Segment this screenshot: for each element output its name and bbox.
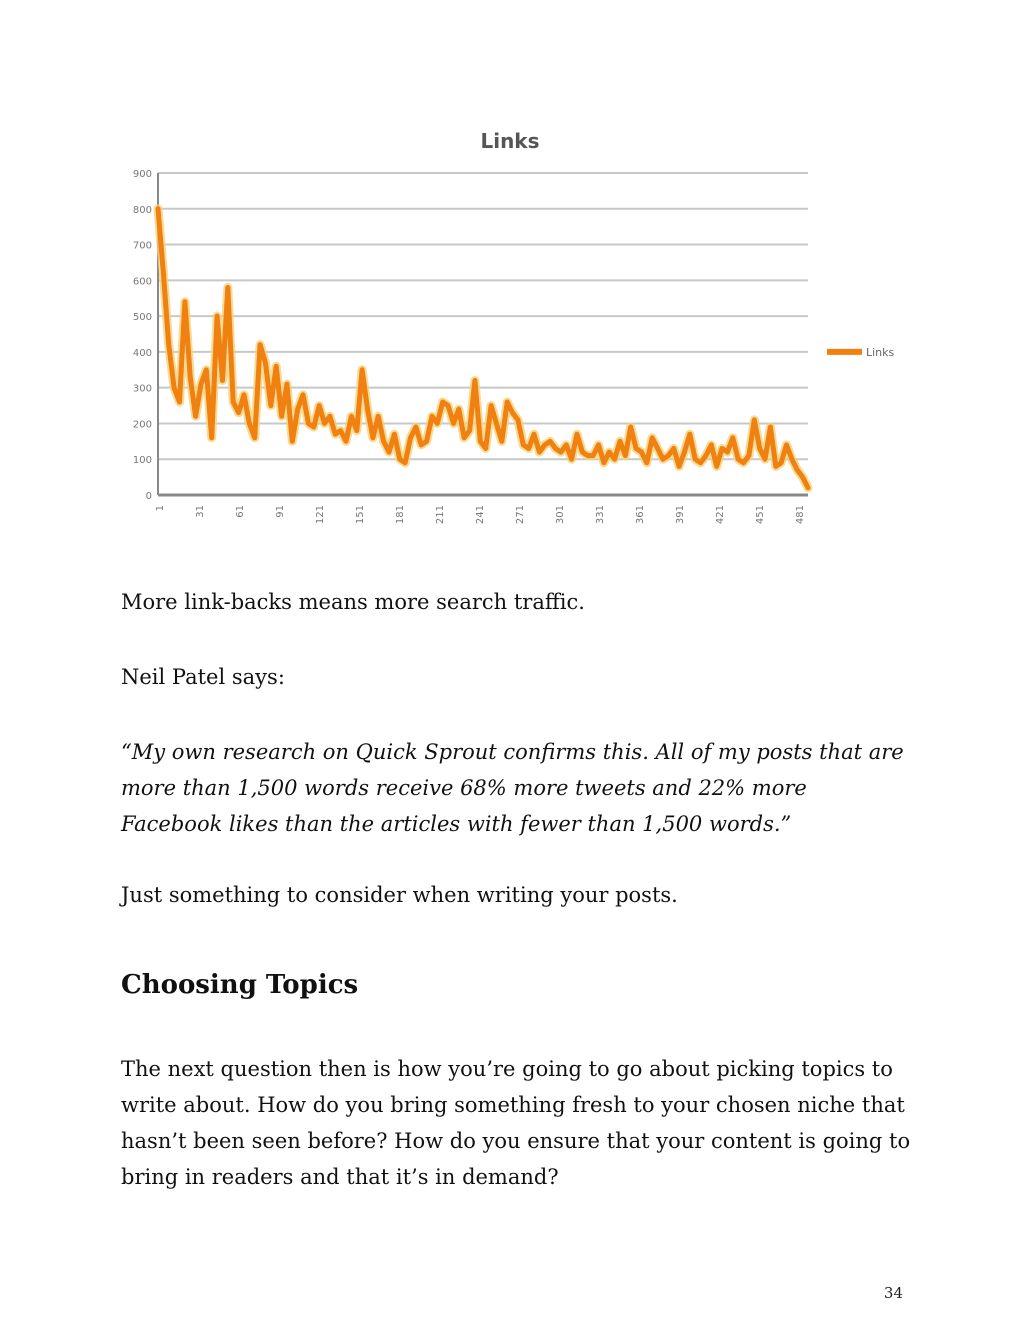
links-chart bbox=[120, 118, 920, 538]
y-tick-label: 900 bbox=[132, 169, 152, 180]
x-tick-label: 121 bbox=[315, 505, 326, 525]
x-tick-label: 211 bbox=[435, 505, 446, 525]
quote-block: “My own research on Quick Sprout confirms this. All of my posts that are more than 1,500 words receive 68% more tweets and 22% more Facebook likes than the articles with fewer than 1,500 words.” bbox=[121, 740, 904, 836]
section-heading: Choosing Topics bbox=[121, 970, 359, 1000]
x-tick-label: 91 bbox=[275, 505, 286, 518]
x-tick-label: 271 bbox=[515, 505, 526, 525]
y-tick-label: 700 bbox=[132, 240, 152, 252]
x-tick-label: 241 bbox=[475, 505, 486, 525]
x-tick-label: 1 bbox=[155, 505, 166, 512]
y-tick-label: 400 bbox=[132, 347, 152, 359]
x-tick-label: 451 bbox=[755, 505, 766, 525]
chart-title: Links bbox=[480, 129, 540, 153]
x-tick-label: 481 bbox=[795, 505, 806, 525]
x-tick-label: 181 bbox=[395, 505, 406, 525]
y-tick-label: 800 bbox=[132, 204, 152, 216]
x-tick-label: 301 bbox=[555, 505, 566, 525]
y-tick-label: 600 bbox=[132, 276, 152, 288]
x-tick-label: 391 bbox=[675, 505, 686, 525]
x-tick-label: 151 bbox=[355, 505, 366, 525]
y-tick-label: 100 bbox=[132, 455, 152, 467]
paragraph-neil-says: Neil Patel says: bbox=[121, 665, 285, 689]
x-tick-label: 331 bbox=[595, 505, 606, 525]
paragraph-consider: Just something to consider when writing your posts. bbox=[121, 883, 678, 907]
y-tick-label: 300 bbox=[132, 383, 152, 395]
page-number: 34 bbox=[883, 1284, 903, 1302]
paragraph-link-backs: More link-backs means more search traffic. bbox=[121, 590, 585, 614]
x-tick-label: 31 bbox=[195, 505, 206, 518]
x-tick-label: 361 bbox=[635, 505, 646, 525]
y-tick-label: 0 bbox=[145, 491, 152, 502]
paragraph-choosing-topics: The next question then is how you’re going to go about picking topics to write about. How do you bring something fresh to your chosen niche that hasn’t been seen before? How do you ensure that your content is going to bring in readers and that it’s in demand? bbox=[121, 1057, 911, 1189]
links-chart-svg bbox=[120, 118, 920, 538]
y-tick-label: 200 bbox=[132, 419, 152, 431]
y-tick-label: 500 bbox=[132, 312, 152, 324]
x-tick-label: 61 bbox=[235, 505, 246, 518]
legend-label: Links bbox=[866, 345, 895, 359]
x-tick-label: 421 bbox=[715, 505, 726, 525]
